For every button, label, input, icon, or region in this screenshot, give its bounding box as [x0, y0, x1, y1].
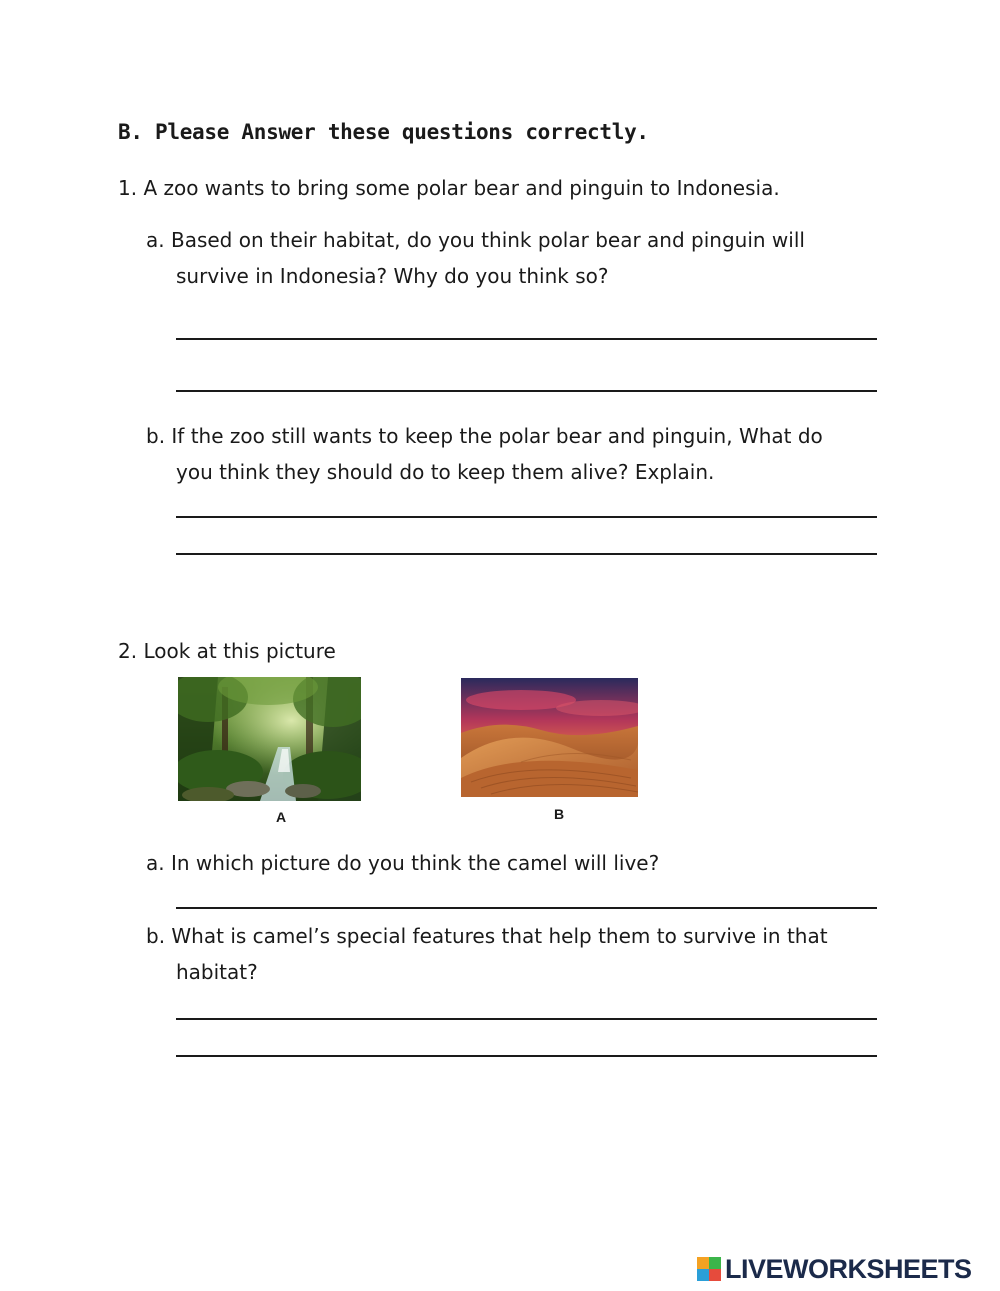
section-heading: B. Please Answer these questions correctly. [118, 120, 649, 144]
question-2a-text: a. In which picture do you think the camel will live? [146, 851, 660, 875]
question-1b-text-line2: you think they should do to keep them alive? Explain. [176, 460, 715, 484]
answer-line-1a-1[interactable] [176, 338, 877, 340]
answer-line-1b-2[interactable] [176, 553, 877, 555]
question-1b-text-line1: b. If the zoo still wants to keep the polar bear and pinguin, What do [146, 424, 823, 448]
answer-line-1b-1[interactable] [176, 516, 877, 518]
question-2b-text-line2: habitat? [176, 960, 258, 984]
answer-line-2a-1[interactable] [176, 907, 877, 909]
logo-square-3 [697, 1269, 709, 1281]
logo-square-4 [709, 1269, 721, 1281]
question-1a-text-line2: survive in Indonesia? Why do you think so? [176, 264, 609, 288]
logo-square-2 [709, 1257, 721, 1269]
answer-line-2b-1[interactable] [176, 1018, 877, 1020]
question-2b-text-line1: b. What is camel’s special features that help them to survive in that [146, 924, 828, 948]
liveworksheets-brand [697, 1254, 972, 1284]
answer-line-2b-2[interactable] [176, 1055, 877, 1057]
question-1-text: 1. A zoo wants to bring some polar bear and pinguin to Indonesia. [118, 176, 780, 200]
question-2-text: 2. Look at this picture [118, 639, 336, 663]
liveworksheets-logo-icon [697, 1257, 721, 1281]
answer-line-1a-2[interactable] [176, 390, 877, 392]
brand-name: LIVEWORKSHEETS [725, 1253, 972, 1284]
rainforest-image [178, 677, 361, 801]
picture-a-label: A [276, 809, 287, 825]
picture-b-label: B [554, 806, 565, 822]
desert-dunes-image [461, 678, 638, 797]
question-1a-text-line1: a. Based on their habitat, do you think polar bear and pinguin will [146, 228, 805, 252]
logo-square-1 [697, 1257, 709, 1269]
